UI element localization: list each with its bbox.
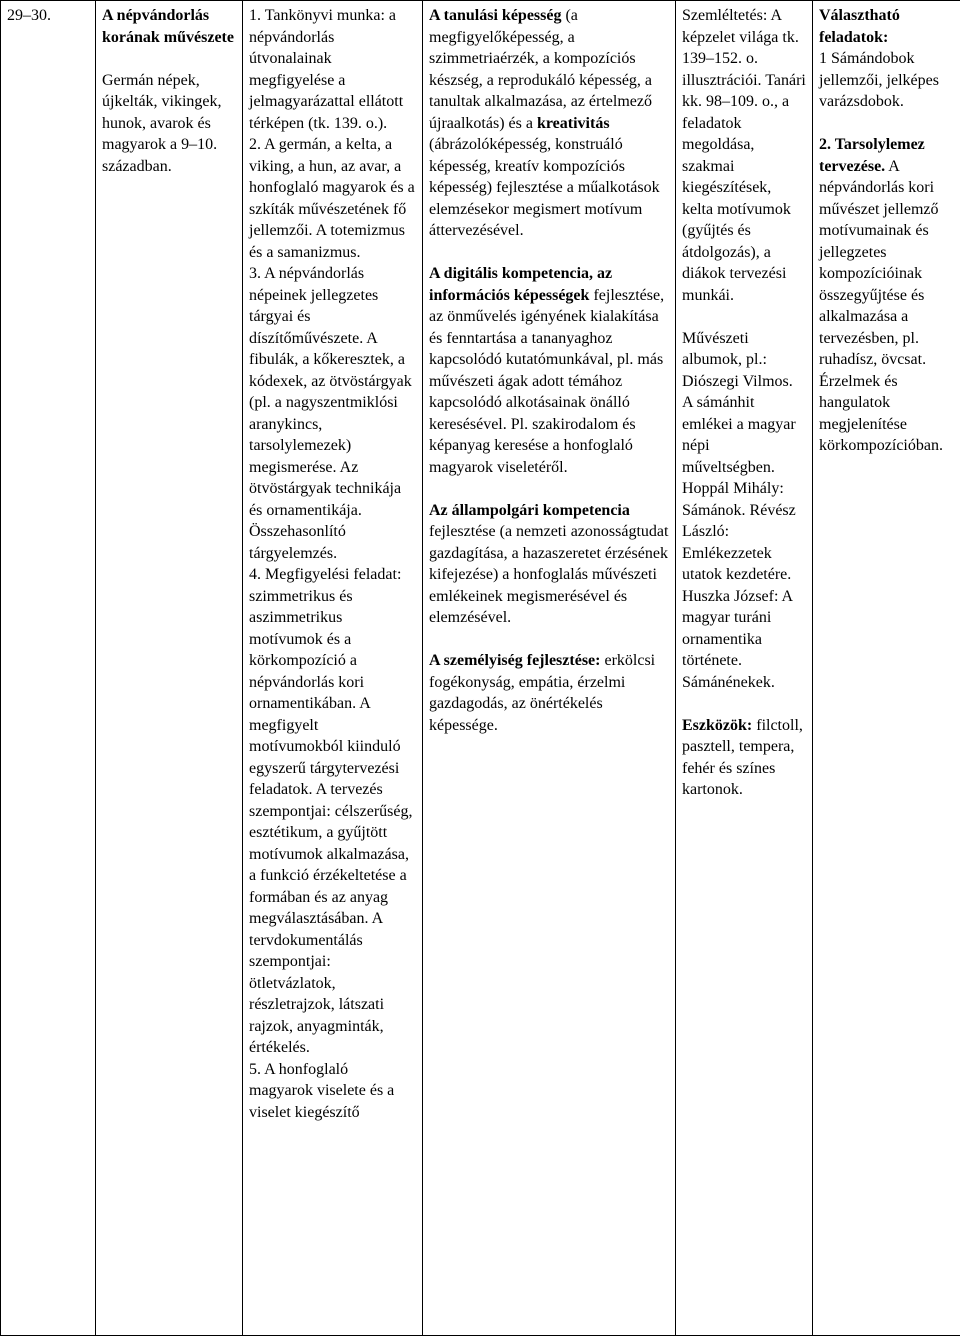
competency-learning: A tanulási képesség (a megfigyelőképesség, a szimmetriaérzék, a kompozíciós készség, a reprodukáló képesség, a tanultak alkalmazása, az értelmező újraalkotás) és a kreativitás (ábrázolóképesség, konstruáló képesség, kreatív kompozíciós képesség) fejlesztése a műalkotások elemzésekor megismert motívum áttervezésével.: [429, 7, 660, 239]
illustration-heading: Szemléltetés:: [682, 7, 768, 24]
competency-digital: A digitális kompetencia, az információs képességek fejlesztése, az önművelés igényének kialakítása és fenntartása a tananyaghoz kapcsolódó kutatómunkával, pl. más művészeti ágak adott témához kapcsolódó alkotásainak önálló keresésével. Pl. szakirodalom és képanyag keresése a honfoglaló magyarok viseletéről.: [429, 265, 665, 476]
activity-item: 1. Tankönyvi munka: a népvándorlás útvonalainak megfigyelése a jelmagyarázattal ellátott térképen (tk. 139. o.).: [249, 7, 404, 132]
activity-item: 5. A honfoglaló magyarok viselete és a viselet kiegészítő: [249, 1060, 395, 1121]
competency-personality: A személyiség fejlesztése: erkölcsi fogékonyság, empátia, érzelmi gazdagodás, az önértékelés képessége.: [429, 652, 656, 734]
competency-civic: Az állampolgári kompetencia fejlesztése (a nemzeti azonosságtudat gazdagítása, a hazaszeretet érzésének kifejezése) a honfoglalás művészeti emlékeinek megismerésével és elemzésével.: [429, 501, 669, 626]
optional-heading: Választható feladatok:: [819, 7, 900, 46]
topic-title: A népvándorlás korának művészete: [102, 7, 234, 46]
activity-item: 2. A germán, a kelta, a viking, a hun, az avar, a honfoglaló magyarok és a szkíták művészetének fő jellemzői. A totemizmus és a samanizmus.: [249, 136, 415, 261]
tools-block: Eszközök: filctoll, pasztell, tempera, fehér és színes kartonok.: [682, 716, 803, 798]
topic-cell: [96, 1, 243, 1336]
optional-task-1: 1 Sámándobok jellemzői, jelképes varázsdobok.: [819, 50, 939, 110]
activities-cell: [243, 1, 423, 1336]
table-row: [1, 1, 960, 1336]
optional-task-2: 2. Tarsolylemez tervezése. A népvándorlás kori művészet jellemző motívumainak és jellegzetes kompozícióinak összegyűjtése és alkalmazása a tervezésben, pl. ruhadísz, övcsat. Érzelmek és hangulatok megjelenítése körkompozícióban.: [819, 136, 943, 454]
hours-cell: [1, 1, 96, 1336]
activity-item: 3. A népvándorlás népeinek jellegzetes tárgyai és díszítőművészete. A fibulák, a kőkeresztek, a kódexek, az ötvöstárgyak (pl. a nagyszentmiklósi aranykincs, tarsolylemezek) megismerése. Az ötvöstárgyak technikája és ornamentikája. Összehasonlító tárgyelemzés.: [249, 265, 412, 562]
tools-heading: Eszközök:: [682, 716, 753, 734]
topic-subtitle: Germán népek, újkelták, vikingek, hunok, avarok és magyarok a 9–10. században.: [102, 71, 222, 175]
illustration-block: Szemléltetés: A képzelet világa tk. 139–152. o. illusztrációi. Tanári kk. 98–109. o., a feladatok megoldása, szakmai kiegészítések, kelta motívumok (gyűjtés és átdolgozás), a diákok tervezési munkái.: [682, 7, 806, 304]
albums-block: Művészeti albumok, pl.: Diószegi Vilmos. A sámánhit emlékei a magyar népi műveltségben. Hoppál Mihály: Sámánok. Révész László: Emlékezzetek utatok kezdetére. Huszka József: A magyar turáni ornamentika története. Sámánénekek.: [682, 329, 796, 691]
optional-tasks-cell: [813, 1, 960, 1336]
activity-item: 4. Megfigyelési feladat: szimmetrikus és aszimmetrikus motívumok és a körkompozíció a népvándorlás kori ornamentikában. A megfigyelt motívumokból kiinduló egyszerű tárgytervezési feladatok. A tervezés szempontjai: célszerűség, esztétikum, a gyűjtött motívumok alkalmazása, a funkció érzékeltetése a formában és az anyag megválasztásában. A tervdokumentálás szempontjai: ötletvázlatok, részletrajzok, látszati rajzok, anyagminták, értékelés.: [249, 566, 413, 1056]
resources-cell: [676, 1, 813, 1336]
hours-text: 29–30.: [7, 7, 51, 24]
competencies-cell: [423, 1, 676, 1336]
